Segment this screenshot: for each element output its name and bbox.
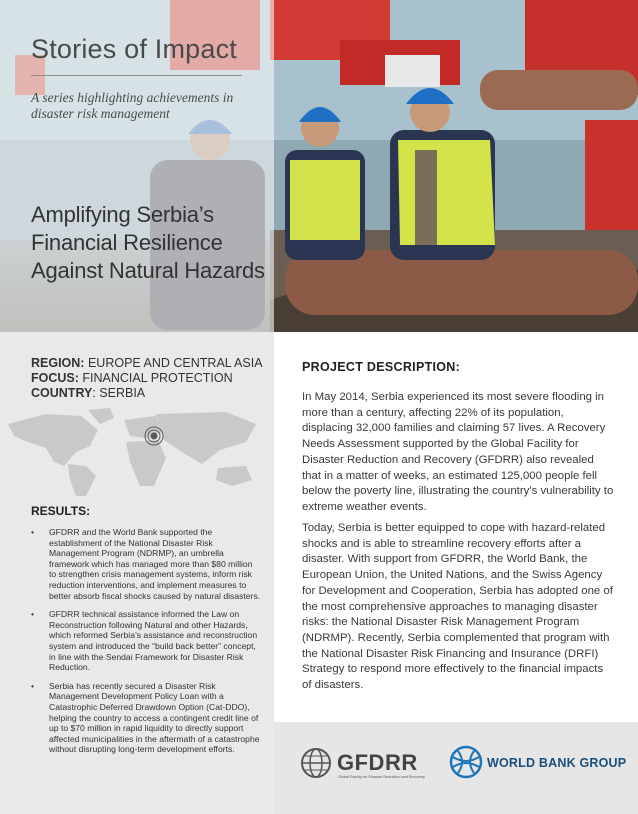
logo-footer <box>274 722 638 814</box>
result-text: GFDRR and the World Bank supported the establishment of the National Disaster Risk Management Program (NDRMP), an umbrella framework which has managed more than $80 million to strengthen crisis management systems, inform risk reduction interventions, and implement measures to better absorb fiscal shocks caused by natural disasters. <box>49 527 261 601</box>
result-text: Serbia has recently secured a Disaster Risk Management Development Policy Loan with a Catastrophic Deferred Drawdown Option (Cat-DDO), helping the country to access a contingent credit line of up to $70 million in rapid liquidity to directly support affected municipalities in the aftermath of a catastrophe without disrupting long-term development efforts. <box>49 680 260 755</box>
series-subtitle: A series highlighting achievements in disaster risk management <box>31 90 234 121</box>
project-meta <box>31 356 263 401</box>
hero-photo <box>0 0 638 332</box>
page-title: Amplifying Serbia’s Financial Resilience Against Natural Hazards <box>31 202 265 283</box>
results-heading: RESULTS: <box>31 504 91 518</box>
region-label: REGION: <box>31 356 85 370</box>
world-map-icon <box>6 406 268 498</box>
country-value: : SERBIA <box>92 386 146 400</box>
results-list <box>31 527 261 763</box>
country-label: COUNTRY <box>31 386 93 400</box>
world-bank-logo-text: WORLD BANK GROUP <box>487 756 627 770</box>
bullet: • <box>31 609 35 620</box>
list-item <box>31 681 261 755</box>
list-item <box>31 609 261 673</box>
result-text: GFDRR technical assistance informed the Law on Reconstruction following Natural and other Hazards, which reformed Serbia’s assistance and reconstruction system and introduced the “build back better” concept, in line with the Sendai Framework for Disaster Risk Reduction. <box>49 609 258 673</box>
list-item <box>31 527 261 601</box>
focus-value: FINANCIAL PROTECTION <box>78 371 233 385</box>
series-title: Stories of Impact <box>31 34 237 64</box>
sidebar <box>0 332 274 814</box>
gfdrr-globe-icon <box>300 747 332 779</box>
bullet: • <box>31 680 35 691</box>
region-line <box>31 356 263 371</box>
description-paragraph: In May 2014, Serbia experienced its most severe flooding in more than a century, affecting 22% of its population, displacing 32,000 families and claiming 57 lives. A Recovery Needs Assessment supported by the Global Facility for Disaster Reduction and Recovery (GFDRR) also revealed that in a matter of weeks, an estimated 125,000 people fell below the poverty line, illustrating the country’s vulnerability to extreme weather events. <box>302 391 614 513</box>
gfdrr-logo-text: GFDRR <box>337 750 418 775</box>
country-line <box>31 386 263 401</box>
focus-label: FOCUS: <box>31 371 79 385</box>
description-paragraph: Today, Serbia is better equipped to cope with hazard-related shocks and is able to streamline recovery efforts after a disaster. With support from GFDRR, the World Bank, the European Union, the United Nations, and the Swiss Agency for Development and Cooperation, Serbia has adopted one of the most comprehensive approaches to managing disaster risks: the National Disaster Risk Management Program (NDRMP). Recently, Serbia complemented that program with the National Disaster Risk Financing and Insurance (DRFI) Strategy to respond more effectively to the financial impacts of disasters. <box>302 522 613 692</box>
focus-line <box>31 371 263 386</box>
description-heading: PROJECT DESCRIPTION: <box>302 360 461 374</box>
bullet: • <box>31 527 35 537</box>
gfdrr-tagline: Global Facility for Disaster Reduction and Recovery <box>338 775 425 779</box>
title-divider <box>31 75 242 76</box>
region-value: EUROPE AND CENTRAL ASIA <box>84 356 263 370</box>
world-bank-globe-icon <box>449 745 483 779</box>
